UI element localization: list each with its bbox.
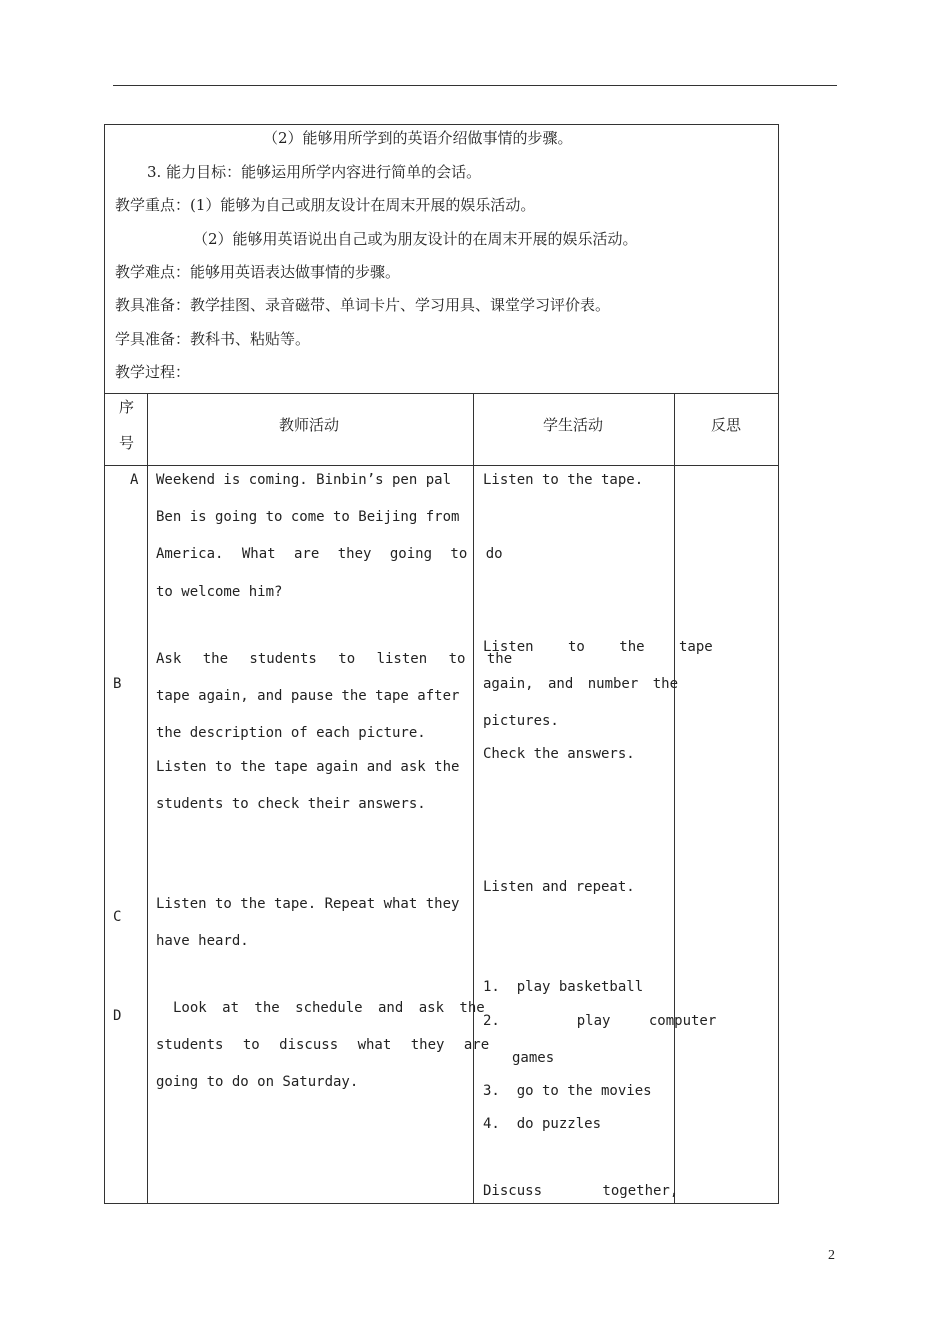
student-b-line-3: pictures. [483, 713, 559, 729]
student-d-item-1: 1. play basketball [483, 979, 644, 995]
student-d-item-4: 4. do puzzles [483, 1116, 602, 1132]
teacher-b-line-3: the description of each picture. [156, 725, 426, 741]
student-d-discuss: Discuss together, [483, 1183, 679, 1199]
header-student: 学生活动 [543, 416, 604, 434]
teacher-a-line-4: to welcome him? [156, 584, 283, 600]
page-number: 2 [828, 1248, 835, 1263]
teacher-b-line-2: tape again, and pause the tape after [156, 688, 460, 704]
student-d-item-3: 3. go to the movies [483, 1083, 652, 1099]
teacher-d-line-2: students to discuss what they are [156, 1037, 490, 1053]
intro-line-3: 教学重点：(1）能够为自己或朋友设计在周末开展的娱乐活动。 [115, 196, 536, 214]
label-d: D [113, 1008, 122, 1024]
label-b: B [113, 676, 122, 692]
header-seq-2: 号 [119, 434, 135, 452]
lesson-plan-table [104, 124, 779, 1204]
header-teacher: 教师活动 [279, 416, 340, 434]
intro-line-2: 3. 能力目标：能够运用所学内容进行简单的会话。 [147, 163, 482, 181]
intro-line-6: 教具准备：教学挂图、录音磁带、单词卡片、学习用具、课堂学习评价表。 [115, 296, 611, 314]
intro-line-8: 教学过程： [115, 363, 191, 381]
intro-line-4: （2）能够用英语说出自己或为朋友设计的在周末开展的娱乐活动。 [193, 230, 638, 248]
teacher-a-line-3: America. What are they going to do [156, 546, 503, 562]
teacher-a-line-1: Weekend is coming. Binbin’s pen pal [156, 472, 452, 488]
student-b-line-1: Listen to the tape [483, 639, 713, 655]
col-divider-3 [674, 393, 675, 1204]
header-seq-1: 序 [119, 398, 135, 416]
teacher-b-line-1: Ask the students to listen to the [156, 651, 513, 667]
label-c: C [113, 909, 122, 925]
intro-line-1: （2）能够用所学到的英语介绍做事情的步骤。 [263, 129, 573, 147]
intro-line-5: 教学难点：能够用英语表达做事情的步骤。 [115, 263, 401, 281]
student-b-line-4: Check the answers. [483, 746, 635, 762]
student-d-item-2-cont: games [512, 1050, 555, 1066]
teacher-a-line-2: Ben is going to come to Beijing from [156, 509, 460, 525]
header-rule [113, 85, 837, 86]
teacher-c-line-1: Listen to the tape. Repeat what they [156, 896, 460, 912]
teacher-c-line-2: have heard. [156, 933, 249, 949]
label-a: A [130, 472, 139, 488]
teacher-d-line-1: Look at the schedule and ask the [173, 1000, 485, 1016]
header-row-top-line [105, 393, 778, 394]
student-b-line-2: again, and number the [483, 676, 679, 692]
student-a: Listen to the tape. [483, 472, 644, 488]
teacher-b-line-5: students to check their answers. [156, 796, 426, 812]
teacher-d-line-3: going to do on Saturday. [156, 1074, 359, 1090]
student-c: Listen and repeat. [483, 879, 635, 895]
header-reflect: 反思 [711, 416, 742, 434]
header-row-bottom-line [105, 465, 778, 466]
col-divider-1 [147, 393, 148, 1204]
intro-line-7: 学具准备：教科书、粘贴等。 [115, 330, 311, 348]
col-divider-2 [473, 393, 474, 1204]
student-d-item-2: 2. play computer [483, 1013, 717, 1029]
teacher-b-line-4: Listen to the tape again and ask the [156, 759, 460, 775]
